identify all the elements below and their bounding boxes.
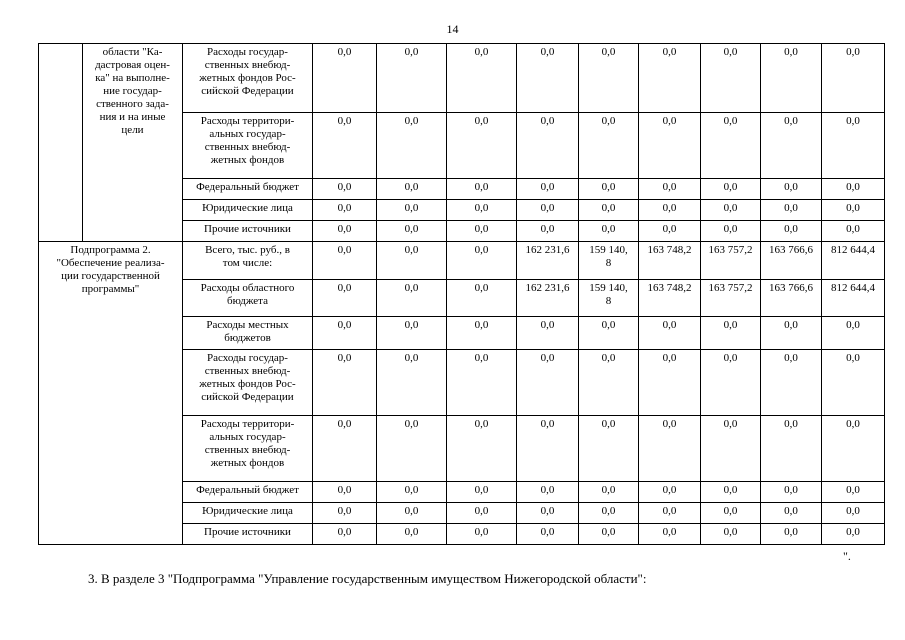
value-cell: 0,0 — [517, 524, 579, 545]
value-cell: 0,0 — [579, 524, 639, 545]
value-cell: 0,0 — [517, 503, 579, 524]
value-cell: 0,0 — [517, 317, 579, 350]
value-cell: 0,0 — [761, 503, 822, 524]
value-cell: 163 757,2 — [701, 242, 761, 280]
value-cell: 0,0 — [517, 44, 579, 113]
value-cell: 0,0 — [701, 524, 761, 545]
value-cell: 163 748,2 — [639, 242, 701, 280]
value-cell: 0,0 — [447, 200, 517, 221]
value-cell: 0,0 — [701, 44, 761, 113]
value-cell: 0,0 — [517, 179, 579, 200]
value-cell: 0,0 — [639, 317, 701, 350]
funding-source-label: Расходы территори- альных государ- ственных внебюд- жетных фондов — [183, 416, 313, 482]
value-cell: 0,0 — [447, 221, 517, 242]
value-cell: 0,0 — [579, 482, 639, 503]
value-cell: 0,0 — [377, 524, 447, 545]
value-cell: 0,0 — [313, 221, 377, 242]
value-cell: 0,0 — [447, 113, 517, 179]
value-cell: 0,0 — [639, 503, 701, 524]
value-cell: 0,0 — [377, 242, 447, 280]
value-cell: 0,0 — [377, 113, 447, 179]
value-cell: 0,0 — [701, 317, 761, 350]
value-cell: 0,0 — [822, 179, 885, 200]
value-cell: 0,0 — [761, 200, 822, 221]
value-cell: 162 231,6 — [517, 280, 579, 317]
value-cell: 0,0 — [761, 350, 822, 416]
value-cell: 0,0 — [447, 416, 517, 482]
value-cell: 0,0 — [639, 350, 701, 416]
value-cell: 0,0 — [761, 317, 822, 350]
value-cell: 0,0 — [579, 44, 639, 113]
value-cell: 0,0 — [701, 482, 761, 503]
value-cell: 163 766,6 — [761, 242, 822, 280]
value-cell: 0,0 — [701, 416, 761, 482]
financing-table — [38, 43, 885, 545]
value-cell: 0,0 — [761, 482, 822, 503]
value-cell: 0,0 — [377, 317, 447, 350]
value-cell: 0,0 — [377, 221, 447, 242]
value-cell: 0,0 — [822, 416, 885, 482]
value-cell: 812 644,4 — [822, 280, 885, 317]
table-row — [39, 44, 885, 113]
value-cell: 812 644,4 — [822, 242, 885, 280]
value-cell: 0,0 — [377, 482, 447, 503]
value-cell: 0,0 — [701, 221, 761, 242]
closing-quote: ". — [843, 549, 851, 563]
funding-source-label: Расходы территори- альных государ- ственных внебюд- жетных фондов — [183, 113, 313, 179]
value-cell: 0,0 — [313, 242, 377, 280]
value-cell: 0,0 — [822, 317, 885, 350]
value-cell: 0,0 — [639, 200, 701, 221]
value-cell: 0,0 — [377, 280, 447, 317]
table-row — [39, 242, 885, 280]
value-cell: 0,0 — [579, 179, 639, 200]
value-cell: 0,0 — [377, 200, 447, 221]
funding-source-label: Юридические лица — [183, 200, 313, 221]
value-cell: 163 766,6 — [761, 280, 822, 317]
value-cell: 0,0 — [447, 179, 517, 200]
funding-source-label: Всего, тыс. руб., в том числе: — [183, 242, 313, 280]
value-cell: 0,0 — [579, 503, 639, 524]
value-cell: 0,0 — [377, 179, 447, 200]
value-cell: 0,0 — [579, 200, 639, 221]
value-cell: 0,0 — [447, 44, 517, 113]
value-cell: 0,0 — [377, 503, 447, 524]
funding-source-label: Расходы государ- ственных внебюд- жетных фондов Рос- сийской Федерации — [183, 350, 313, 416]
value-cell: 0,0 — [639, 113, 701, 179]
value-cell: 159 140, 8 — [579, 242, 639, 280]
value-cell: 0,0 — [822, 350, 885, 416]
value-cell: 0,0 — [822, 482, 885, 503]
value-cell: 0,0 — [313, 524, 377, 545]
value-cell: 0,0 — [761, 44, 822, 113]
value-cell: 0,0 — [579, 416, 639, 482]
program-name-cell: Подпрограмма 2. "Обеспечение реализа- ции государственной программы" — [39, 242, 183, 545]
value-cell: 0,0 — [639, 179, 701, 200]
value-cell: 0,0 — [822, 44, 885, 113]
value-cell: 0,0 — [517, 221, 579, 242]
value-cell: 0,0 — [822, 113, 885, 179]
program-name-cell: области "Ка- дастровая оцен- ка" на выполне- ние государ- ственного зада- ния и на иные цели — [83, 44, 183, 242]
value-cell: 0,0 — [313, 179, 377, 200]
value-cell: 0,0 — [517, 113, 579, 179]
value-cell: 0,0 — [447, 503, 517, 524]
value-cell: 0,0 — [313, 482, 377, 503]
value-cell: 0,0 — [701, 350, 761, 416]
value-cell: 0,0 — [639, 221, 701, 242]
funding-source-label: Федеральный бюджет — [183, 482, 313, 503]
value-cell: 0,0 — [701, 179, 761, 200]
value-cell: 0,0 — [517, 482, 579, 503]
value-cell: 0,0 — [639, 44, 701, 113]
value-cell: 0,0 — [701, 503, 761, 524]
value-cell: 0,0 — [447, 482, 517, 503]
value-cell: 0,0 — [761, 179, 822, 200]
value-cell: 0,0 — [639, 482, 701, 503]
value-cell: 163 757,2 — [701, 280, 761, 317]
value-cell: 0,0 — [579, 113, 639, 179]
value-cell: 0,0 — [313, 503, 377, 524]
value-cell: 0,0 — [579, 317, 639, 350]
value-cell: 0,0 — [447, 280, 517, 317]
value-cell: 0,0 — [313, 44, 377, 113]
value-cell: 0,0 — [701, 200, 761, 221]
value-cell: 0,0 — [313, 280, 377, 317]
funding-source-label: Федеральный бюджет — [183, 179, 313, 200]
value-cell: 0,0 — [313, 350, 377, 416]
footer-paragraph: 3. В разделе 3 "Подпрограмма "Управление государственным имуществом Нижегородской области": — [88, 571, 647, 586]
funding-source-label: Прочие источники — [183, 524, 313, 545]
value-cell: 163 748,2 — [639, 280, 701, 317]
value-cell: 0,0 — [313, 416, 377, 482]
value-cell: 0,0 — [761, 416, 822, 482]
value-cell: 0,0 — [822, 200, 885, 221]
value-cell: 0,0 — [822, 221, 885, 242]
value-cell: 0,0 — [822, 524, 885, 545]
funding-source-label: Расходы государ- ственных внебюд- жетных фондов Рос- сийской Федерации — [183, 44, 313, 113]
value-cell: 0,0 — [517, 416, 579, 482]
value-cell: 0,0 — [377, 44, 447, 113]
value-cell: 0,0 — [377, 416, 447, 482]
value-cell: 0,0 — [447, 524, 517, 545]
value-cell: 0,0 — [639, 416, 701, 482]
value-cell: 0,0 — [517, 200, 579, 221]
value-cell: 0,0 — [701, 113, 761, 179]
value-cell: 0,0 — [313, 200, 377, 221]
value-cell: 162 231,6 — [517, 242, 579, 280]
funding-source-label: Юридические лица — [183, 503, 313, 524]
value-cell: 0,0 — [447, 350, 517, 416]
value-cell: 0,0 — [517, 350, 579, 416]
value-cell: 0,0 — [639, 524, 701, 545]
value-cell: 0,0 — [447, 242, 517, 280]
funding-source-label: Прочие источники — [183, 221, 313, 242]
value-cell: 0,0 — [377, 350, 447, 416]
funding-source-label: Расходы областного бюджета — [183, 280, 313, 317]
page-number: 14 — [446, 22, 459, 36]
value-cell: 0,0 — [579, 350, 639, 416]
value-cell: 0,0 — [313, 317, 377, 350]
value-cell: 159 140, 8 — [579, 280, 639, 317]
value-cell: 0,0 — [579, 221, 639, 242]
funding-source-label: Расходы местных бюджетов — [183, 317, 313, 350]
value-cell: 0,0 — [761, 524, 822, 545]
program-code-cell — [39, 44, 83, 242]
value-cell: 0,0 — [447, 317, 517, 350]
value-cell: 0,0 — [313, 113, 377, 179]
value-cell: 0,0 — [761, 221, 822, 242]
value-cell: 0,0 — [761, 113, 822, 179]
value-cell: 0,0 — [822, 503, 885, 524]
